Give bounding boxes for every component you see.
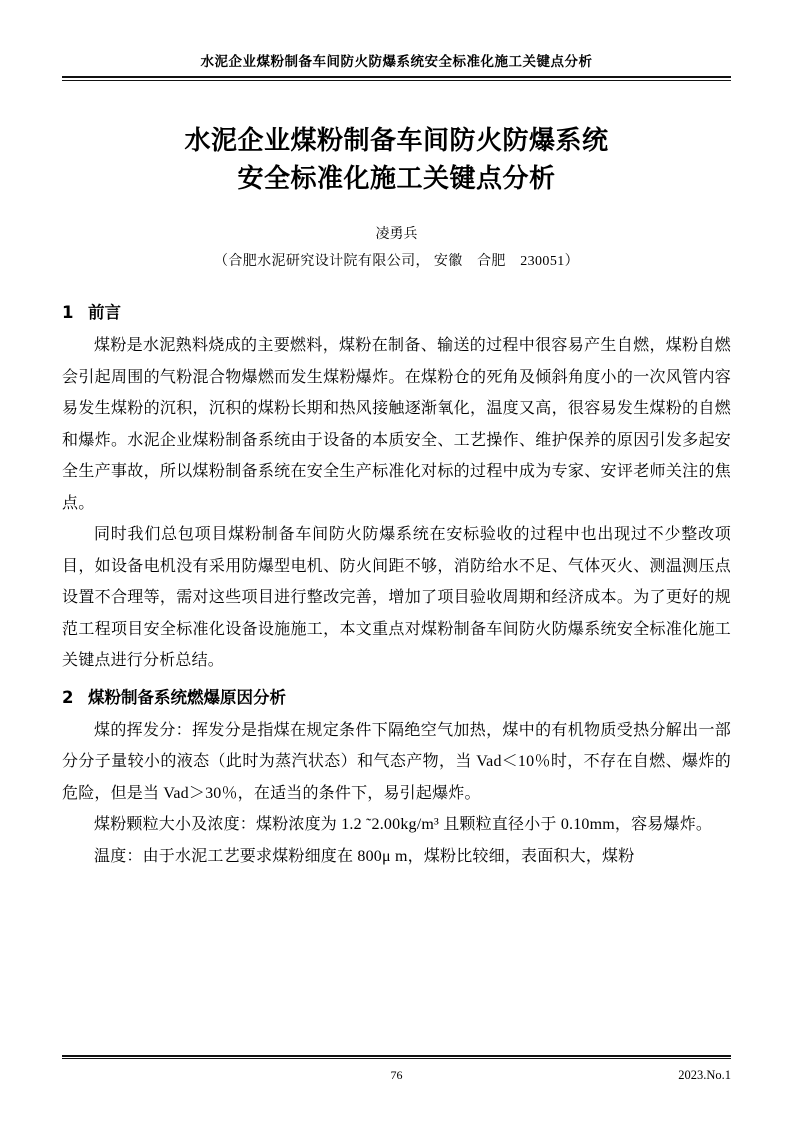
paragraph: 同时我们总包项目煤粉制备车间防火防爆系统在安标验收的过程中也出现过不少整改项目，如设备电机没有采用防爆型电机、防火间距不够，消防给水不足、气体灭火、测温测压点设置不合理等，需对这些项目进行整改完善，增加了项目验收周期和经济成本。为了更好的规范工程项目安全标准化设备设施施工，本文重点对煤粉制备车间防火防爆系统安全标准化施工关键点进行分析总结。 [62, 526, 731, 669]
footer-rule-thick [62, 1055, 731, 1057]
header-rule-thick [62, 76, 731, 78]
footer-rule-thin [62, 1058, 731, 1059]
section-heading-1 [62, 298, 731, 328]
document-body [62, 292, 731, 872]
author-affiliation: （合肥水泥研究设计院有限公司， 安徽 合肥 230051） [213, 254, 580, 269]
paragraph: 煤粉颗粒大小及浓度：煤粉浓度为 1.2 ˜2.00kg/m³ 且颗粒直径小于 0.10mm，容易爆炸。 [94, 816, 713, 833]
page-title-line-1: 水泥企业煤粉制备车间防火防爆系统 [184, 126, 609, 156]
section-heading-2 [62, 683, 731, 713]
page-number: 76 [390, 1068, 403, 1082]
title-block [62, 122, 731, 274]
paragraph: 温度：由于水泥工艺要求煤粉细度在 800μ m，煤粉比较细，表面积大，煤粉 [94, 847, 635, 865]
page-title-line-2: 安全标准化施工关键点分析 [237, 164, 556, 194]
page-header [62, 52, 731, 81]
paragraph: 煤粉是水泥熟料烧成的主要燃料，煤粉在制备、输送的过程中很容易产生自燃，煤粉自燃会引起周围的气粉混合物爆燃而发生煤粉爆炸。在煤粉仓的死角及倾斜角度小的一次风管内容易发生煤粉的沉积，沉积的煤粉长期和热风接触逐渐氧化，温度又高，很容易发生煤粉的自燃和爆炸。水泥企业煤粉制备系统由于设备的本质安全、工艺操作、维护保养的原因引发多起安全生产事故，所以煤粉制备系统在安全生产标准化对标的过程中成为专家、安评老师关注的焦点。 [62, 337, 731, 512]
footer-row [62, 1066, 731, 1084]
section-title-2: 煤粉制备系统燃爆原因分析 [88, 687, 286, 707]
page-footer [62, 1055, 731, 1085]
author-name: 凌勇兵 [375, 227, 418, 242]
paragraph: 煤的挥发分：挥发分是指煤在规定条件下隔绝空气加热，煤中的有机物质受热分解出一部分分子量较小的液态（此时为蒸汽状态）和气态产物，当 Vad＜10％时，不存在自燃、爆炸的危险，但是当 Vad＞30％，在适当的条件下，易引起爆炸。 [62, 721, 731, 802]
issue-label: 2023.No.1 [678, 1068, 731, 1082]
section-number-1: 1 [62, 303, 74, 322]
header-rule-thin [62, 80, 731, 81]
section-title-1: 前言 [88, 303, 121, 322]
running-title: 水泥企业煤粉制备车间防火防爆系统安全标准化施工关键点分析 [200, 54, 593, 69]
section-number-2: 2 [62, 687, 74, 707]
